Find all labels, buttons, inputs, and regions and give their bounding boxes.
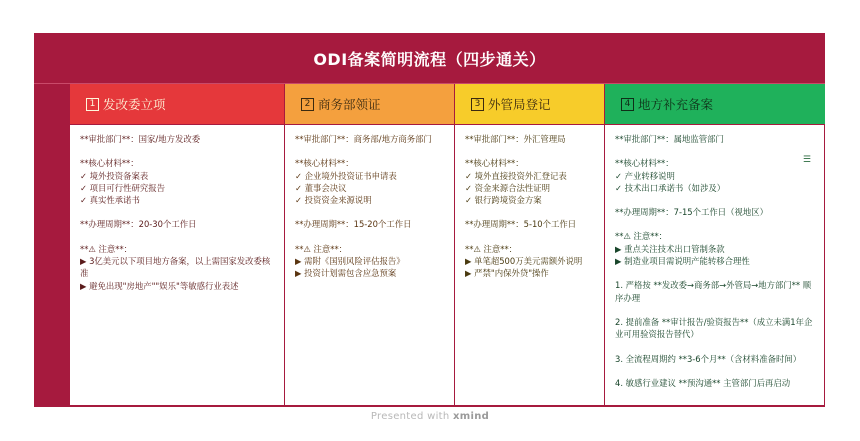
line-spacer — [80, 206, 274, 218]
detail-line: 4. 敏感行业建议 **预沟通** 主管部门后再启动 — [615, 377, 791, 388]
step-1-header — [70, 84, 284, 124]
line-spacer — [295, 206, 444, 218]
detail-line: ✓ 境外投资备案表 — [80, 170, 149, 181]
detail-line: ▶ 投资计划需包含应急预案 — [295, 268, 397, 279]
step-4-details — [605, 125, 824, 405]
detail-line: ▶ 避免出现"房地产""娱乐"等敏感行业表述 — [80, 280, 239, 291]
detail-line: ▶ 重点关注技术出口管制条款 — [615, 243, 725, 254]
detail-line: **⚠ 注意**： — [615, 231, 668, 242]
detail-line: ✓ 董事会决议 — [295, 182, 347, 193]
line-spacer — [80, 145, 274, 157]
step-1-number: 1 — [86, 98, 99, 111]
step-3-number: 3 — [471, 98, 484, 111]
detail-line: ▶ 3亿美元以下项目地方备案，以上需国家发改委核准 — [80, 256, 271, 279]
detail-line: ✓ 产业转移说明 — [615, 170, 675, 181]
step-4-header — [605, 84, 825, 124]
step-2-title: 商务部领证 — [318, 97, 381, 112]
detail-line: ▶ 单笔超500万美元需额外说明 — [465, 256, 583, 267]
line-spacer — [465, 206, 594, 218]
step-1-title: 发改委立项 — [103, 97, 166, 112]
detail-line: ✓ 投资资金来源说明 — [295, 195, 372, 206]
detail-line: ✓ 项目可行性研究报告 — [80, 182, 166, 193]
detail-line: **⚠ 注意**： — [295, 243, 348, 254]
step-3-title: 外管局登记 — [488, 97, 551, 112]
detail-line: **办理周期**：5-10个工作日 — [465, 219, 577, 230]
detail-line: **办理周期**：15-20个工作日 — [295, 219, 412, 230]
menu-lines-icon: ☰ — [802, 155, 811, 165]
line-spacer — [615, 341, 814, 353]
detail-line: **审批部门**：国家/地方发改委 — [80, 134, 201, 144]
footer-credit — [0, 411, 860, 422]
detail-line: **办理周期**：7-15个工作日（视地区） — [615, 207, 769, 218]
line-spacer — [615, 194, 814, 206]
line-spacer — [465, 145, 594, 157]
step-3-details — [455, 125, 604, 405]
detail-line: ✓ 技术出口承诺书（如涉及） — [615, 182, 726, 193]
footer-brand: xmind — [453, 411, 490, 422]
line-spacer — [80, 231, 274, 243]
flowchart-frame — [34, 33, 825, 407]
detail-line: **审批部门**：商务部/地方商务部门 — [295, 134, 432, 144]
detail-line: 1. 严格按 **发改委→商务部→外管局→地方部门** 顺序办理 — [615, 280, 812, 303]
detail-line: ▶ 需附《国别风险评估报告》 — [295, 256, 405, 267]
step-2-details — [285, 125, 454, 405]
line-spacer — [615, 145, 814, 157]
detail-line: **核心材料**： — [465, 158, 524, 169]
detail-line: **核心材料**： — [615, 158, 674, 169]
line-spacer — [615, 365, 814, 377]
detail-line: **办理周期**：20-30个工作日 — [80, 219, 197, 230]
detail-line: **核心材料**： — [295, 158, 354, 169]
step-1-details — [70, 125, 284, 405]
line-spacer — [615, 267, 814, 279]
detail-line: ✓ 真实性承诺书 — [80, 195, 140, 206]
step-4-title: 地方补充备案 — [638, 97, 714, 112]
line-spacer — [615, 304, 814, 316]
detail-line: ▶ 严禁"内保外贷"操作 — [465, 268, 549, 279]
line-spacer — [295, 145, 444, 157]
detail-line: **核心材料**： — [80, 158, 139, 169]
detail-line: 3. 全流程周期约 **3-6个月**（含材料准备时间） — [615, 353, 802, 364]
step-2-number: 2 — [301, 98, 314, 111]
detail-line: **⚠ 注意**： — [465, 243, 518, 254]
line-spacer — [465, 231, 594, 243]
chart-title: ODI备案简明流程（四步通关） — [313, 49, 546, 69]
detail-line: ✓ 企业境外投资证书申请表 — [295, 170, 397, 181]
detail-line: **审批部门**：外汇管理局 — [465, 134, 566, 144]
step-3-header — [455, 84, 604, 124]
detail-line: **⚠ 注意**： — [80, 243, 133, 254]
detail-line: **审批部门**：属地监管部门 — [615, 134, 724, 144]
detail-line: ▶ 制造业项目需说明产能转移合理性 — [615, 256, 750, 267]
line-spacer — [295, 231, 444, 243]
step-2-header — [285, 84, 454, 124]
footer-prefix: Presented with — [370, 411, 453, 422]
detail-line: 2. 提前准备 **审计报告/验资报告**（成立未满1年企业可用验资报告替代） — [615, 316, 813, 340]
line-spacer — [615, 218, 814, 230]
detail-line: ✓ 银行跨境资金方案 — [465, 195, 542, 206]
detail-line: ✓ 境外直接投资外汇登记表 — [465, 170, 567, 181]
detail-line: ✓ 资金来源合法性证明 — [465, 182, 551, 193]
step-4-number: 4 — [621, 98, 634, 111]
